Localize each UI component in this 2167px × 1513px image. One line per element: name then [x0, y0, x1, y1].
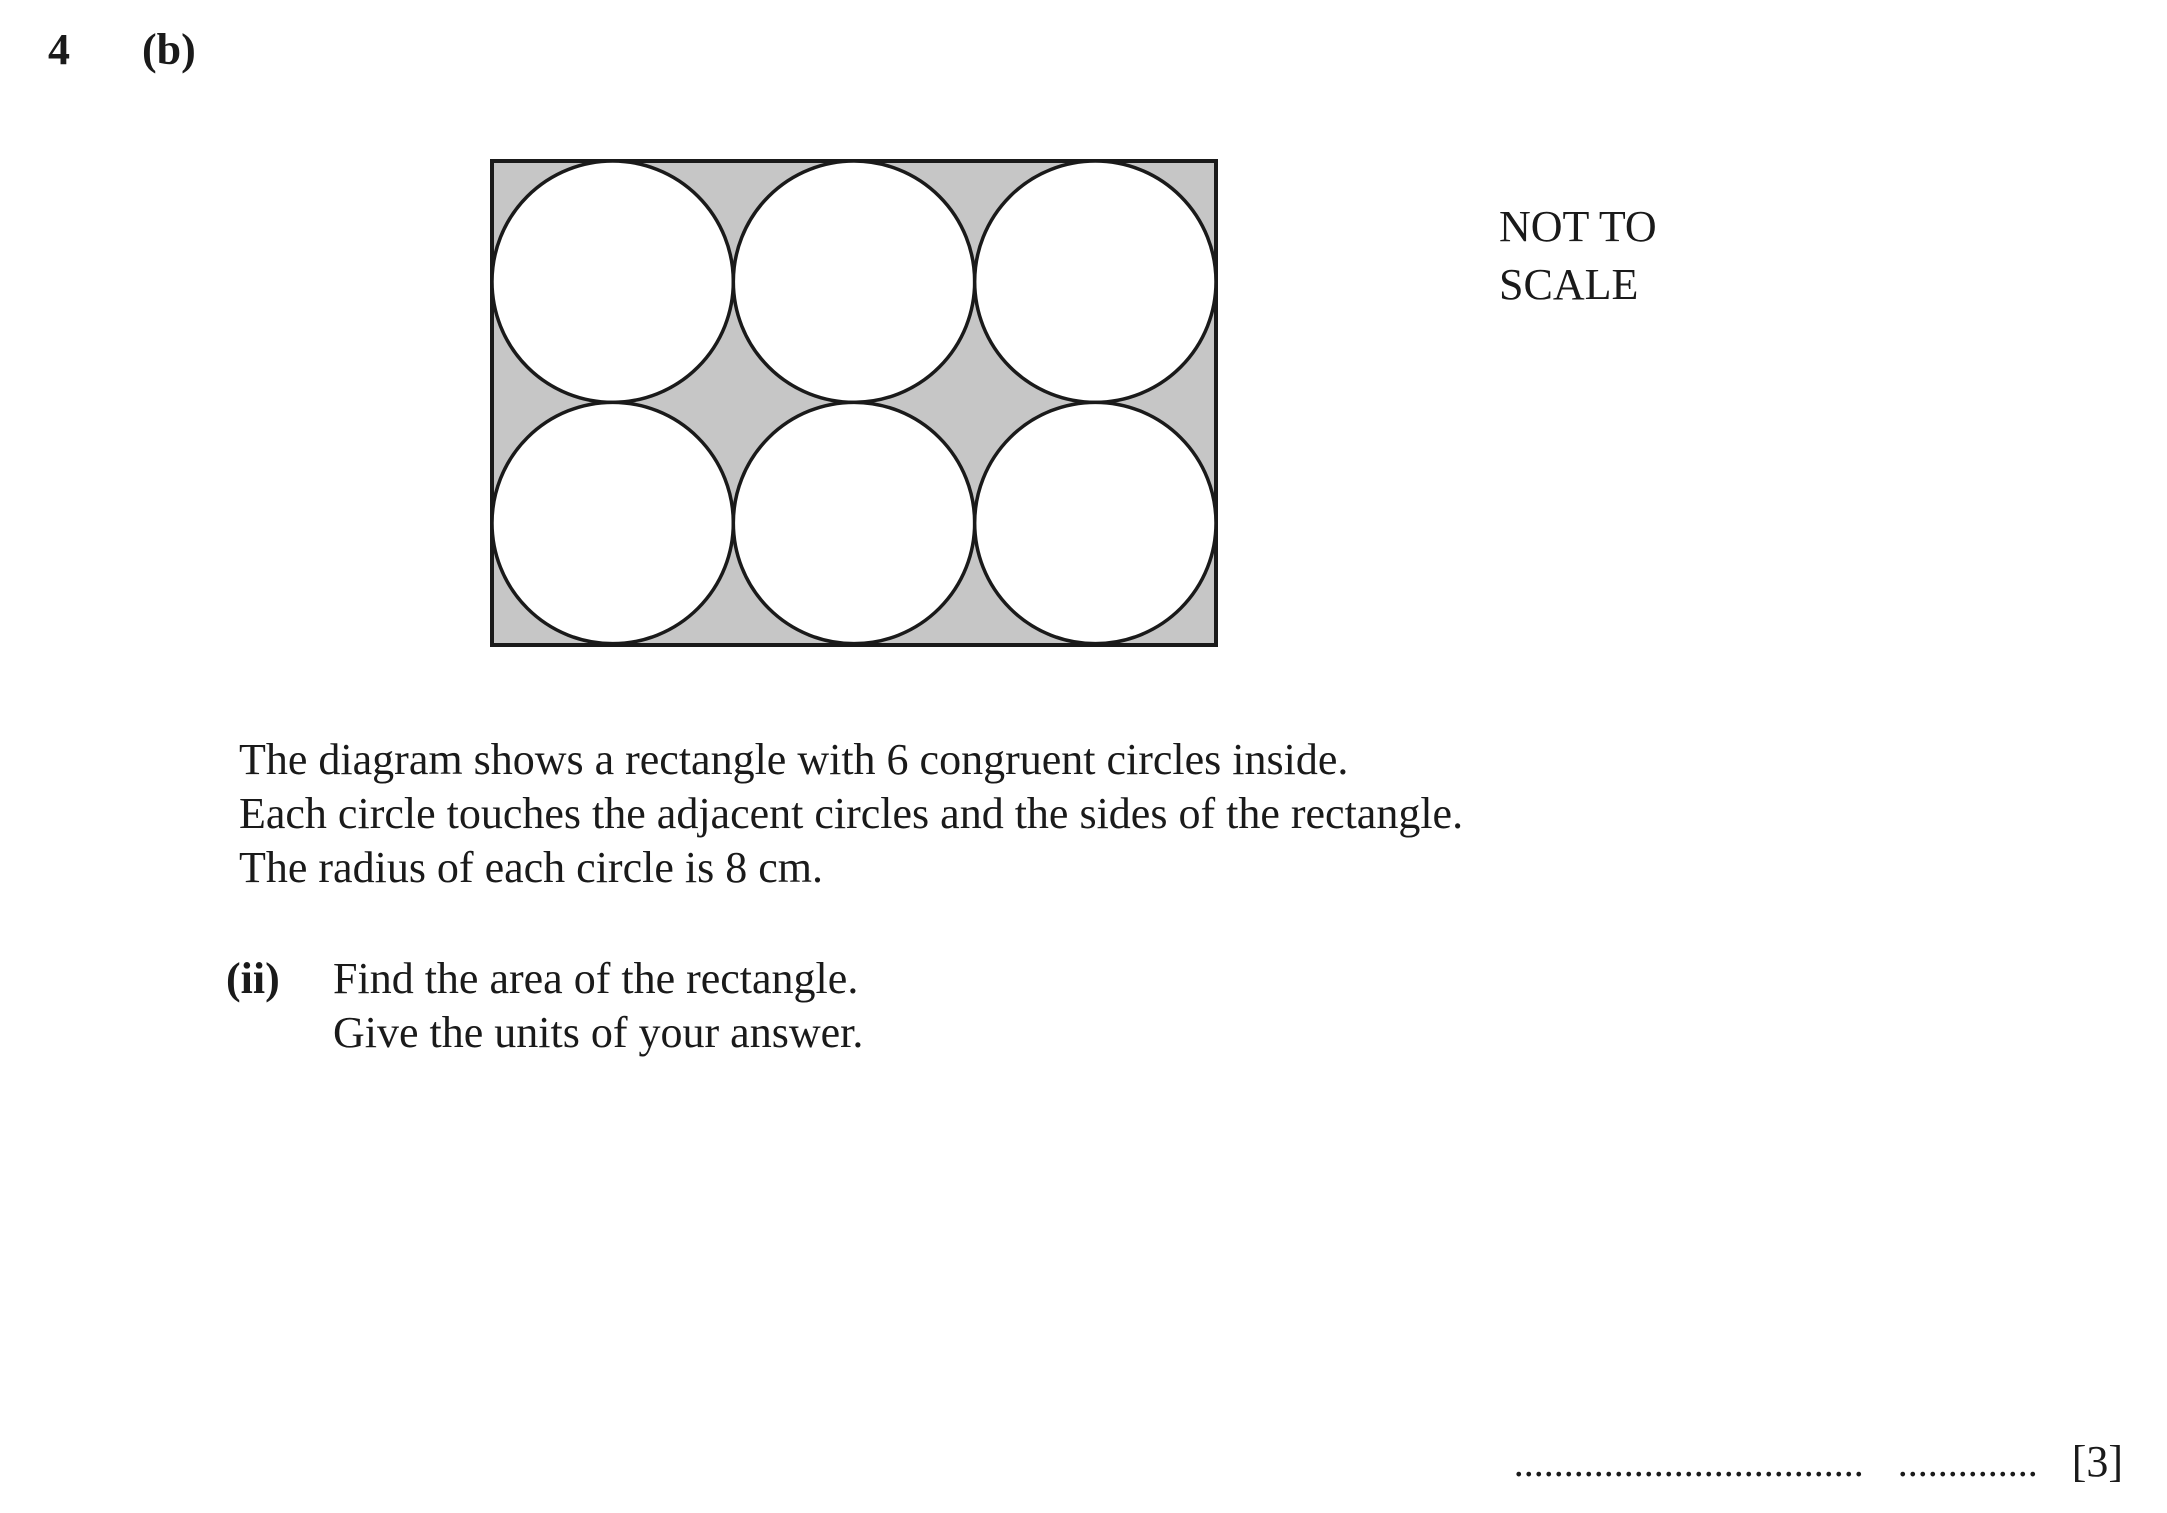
subpart-text [333, 952, 863, 1060]
subpart-line-2: Give the units of your answer. [333, 1008, 864, 1057]
marks-label: [3] [2071, 1437, 2123, 1486]
stem-line-1: The diagram shows a rectangle with 6 congruent circles inside. [239, 735, 1349, 784]
subpart-line-1: Find the area of the rectangle. [333, 954, 859, 1003]
circle-r2-c3 [975, 402, 1216, 643]
note-line-1: NOT TO [1499, 202, 1657, 251]
question-number: 4 [48, 25, 70, 74]
stem-line-3: The radius of each circle is 8 cm. [239, 843, 823, 892]
circle-r2-c2 [733, 402, 974, 643]
answer-area[interactable] [1513, 1437, 2123, 1486]
question-part-label: (b) [142, 25, 196, 74]
not-to-scale-note [1499, 198, 1657, 314]
stem-line-2: Each circle touches the adjacent circles and the sides of the rectangle. [239, 789, 1464, 838]
circle-r1-c2 [733, 161, 974, 402]
circle-r2-c1 [492, 402, 733, 643]
note-line-2: SCALE [1499, 260, 1639, 309]
circle-r1-c3 [975, 161, 1216, 402]
rectangle-circles-diagram [489, 158, 1219, 648]
circle-r1-c1 [492, 161, 733, 402]
answer-units-line[interactable]: .............. [1897, 1440, 2038, 1485]
circles-group [492, 161, 1216, 644]
question-stem [239, 733, 1463, 895]
subpart-label: (ii) [226, 954, 280, 1003]
answer-value-line[interactable]: ................................... [1513, 1440, 1864, 1485]
